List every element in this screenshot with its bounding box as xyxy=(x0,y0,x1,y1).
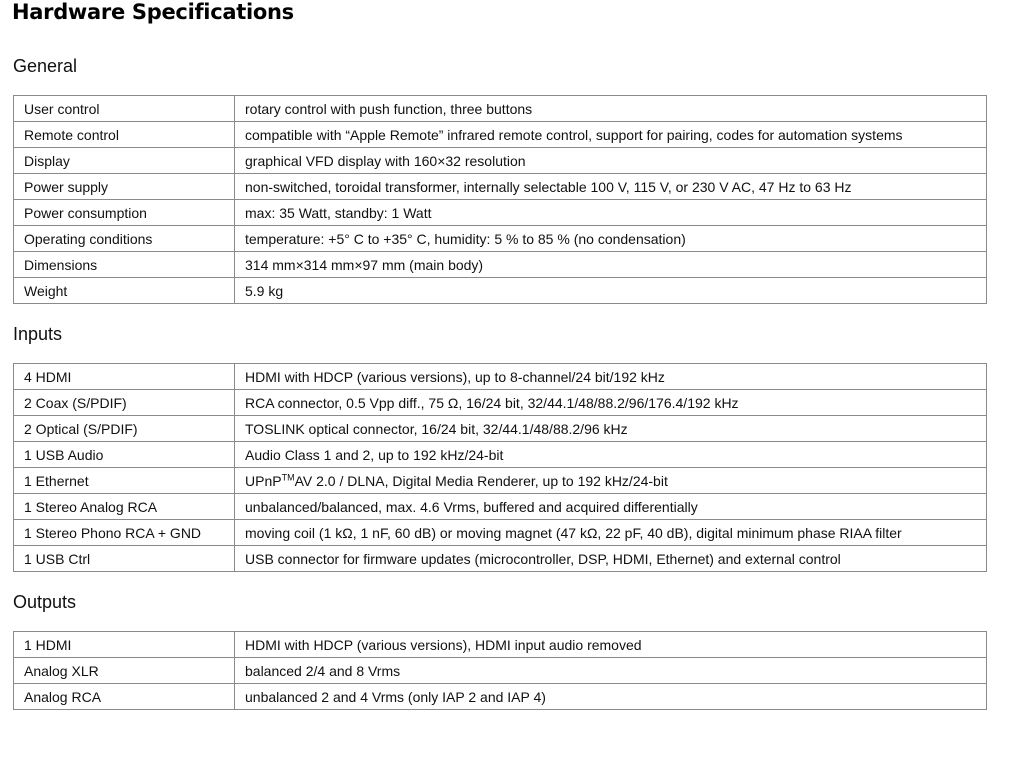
spec-value: 314 mm×314 mm×97 mm (main body) xyxy=(235,252,987,278)
spec-value: HDMI with HDCP (various versions), up to 8-channel/24 bit/192 kHz xyxy=(235,364,987,390)
spec-label: Dimensions xyxy=(14,252,235,278)
table-row xyxy=(14,416,987,442)
spec-value: temperature: +5° C to +35° C, humidity: 5 % to 85 % (no condensation) xyxy=(235,226,987,252)
spec-label: Remote control xyxy=(14,122,235,148)
spec-label: 1 Stereo Analog RCA xyxy=(14,494,235,520)
table-row xyxy=(14,148,987,174)
table-row xyxy=(14,252,987,278)
spec-value: non-switched, toroidal transformer, internally selectable 100 V, 115 V, or 230 V AC, 47 Hz to 63 Hz xyxy=(235,174,987,200)
section-heading-outputs: Outputs xyxy=(13,592,77,612)
spec-value-pre: UPnP xyxy=(245,472,282,489)
spec-value: rotary control with push function, three buttons xyxy=(235,96,987,122)
spec-label: 4 HDMI xyxy=(14,364,235,390)
table-row xyxy=(14,494,987,520)
spec-value: Audio Class 1 and 2, up to 192 kHz/24-bit xyxy=(235,442,987,468)
spec-label: Power supply xyxy=(14,174,235,200)
table-row xyxy=(14,122,987,148)
spec-value: 5.9 kg xyxy=(235,278,987,304)
spec-label: 1 USB Audio xyxy=(14,442,235,468)
spec-label: Weight xyxy=(14,278,235,304)
spec-value xyxy=(235,468,987,494)
spec-label: Display xyxy=(14,148,235,174)
spec-label: 1 USB Ctrl xyxy=(14,546,235,572)
spec-value: max: 35 Watt, standby: 1 Watt xyxy=(235,200,987,226)
spec-label: 1 Ethernet xyxy=(14,468,235,494)
spec-value: unbalanced/balanced, max. 4.6 Vrms, buffered and acquired differentially xyxy=(235,494,987,520)
spec-label: Operating conditions xyxy=(14,226,235,252)
table-row xyxy=(14,684,987,710)
table-row xyxy=(14,520,987,546)
table-row xyxy=(14,658,987,684)
table-row xyxy=(14,278,987,304)
table-row xyxy=(14,390,987,416)
table-row xyxy=(14,442,987,468)
spec-label: User control xyxy=(14,96,235,122)
spec-value-post: AV 2.0 / DLNA, Digital Media Renderer, up to 192 kHz/24-bit xyxy=(294,472,668,489)
spec-label: 2 Optical (S/PDIF) xyxy=(14,416,235,442)
page-title: Hardware Specifications xyxy=(12,0,294,24)
table-row xyxy=(14,468,987,494)
table-row xyxy=(14,226,987,252)
spec-value: USB connector for firmware updates (microcontroller, DSP, HDMI, Ethernet) and external control xyxy=(235,546,987,572)
spec-label: Power consumption xyxy=(14,200,235,226)
spec-label: Analog XLR xyxy=(14,658,235,684)
table-row xyxy=(14,96,987,122)
spec-label: 1 HDMI xyxy=(14,632,235,658)
spec-label: 2 Coax (S/PDIF) xyxy=(14,390,235,416)
spec-value: graphical VFD display with 160×32 resolution xyxy=(235,148,987,174)
spec-value: unbalanced 2 and 4 Vrms (only IAP 2 and IAP 4) xyxy=(235,684,987,710)
spec-label: 1 Stereo Phono RCA + GND xyxy=(14,520,235,546)
spec-value: moving coil (1 kΩ, 1 nF, 60 dB) or moving magnet (47 kΩ, 22 pF, 40 dB), digital minimum phase RIAA filter xyxy=(235,520,987,546)
table-row xyxy=(14,174,987,200)
trademark-superscript: TM xyxy=(281,471,295,482)
outputs-spec-table xyxy=(13,631,987,710)
general-spec-table xyxy=(13,95,987,304)
spec-value: HDMI with HDCP (various versions), HDMI input audio removed xyxy=(235,632,987,658)
section-heading-general: General xyxy=(13,56,78,76)
spec-value: compatible with “Apple Remote” infrared remote control, support for pairing, codes for automation systems xyxy=(235,122,987,148)
table-row xyxy=(14,200,987,226)
spec-value: TOSLINK optical connector, 16/24 bit, 32/44.1/48/88.2/96 kHz xyxy=(235,416,987,442)
spec-value: RCA connector, 0.5 Vpp diff., 75 Ω, 16/24 bit, 32/44.1/48/88.2/96/176.4/192 kHz xyxy=(235,390,987,416)
table-row xyxy=(14,546,987,572)
inputs-spec-table xyxy=(13,363,987,572)
spec-label: Analog RCA xyxy=(14,684,235,710)
table-row xyxy=(14,632,987,658)
section-heading-inputs: Inputs xyxy=(13,324,63,344)
spec-value: balanced 2/4 and 8 Vrms xyxy=(235,658,987,684)
table-row xyxy=(14,364,987,390)
